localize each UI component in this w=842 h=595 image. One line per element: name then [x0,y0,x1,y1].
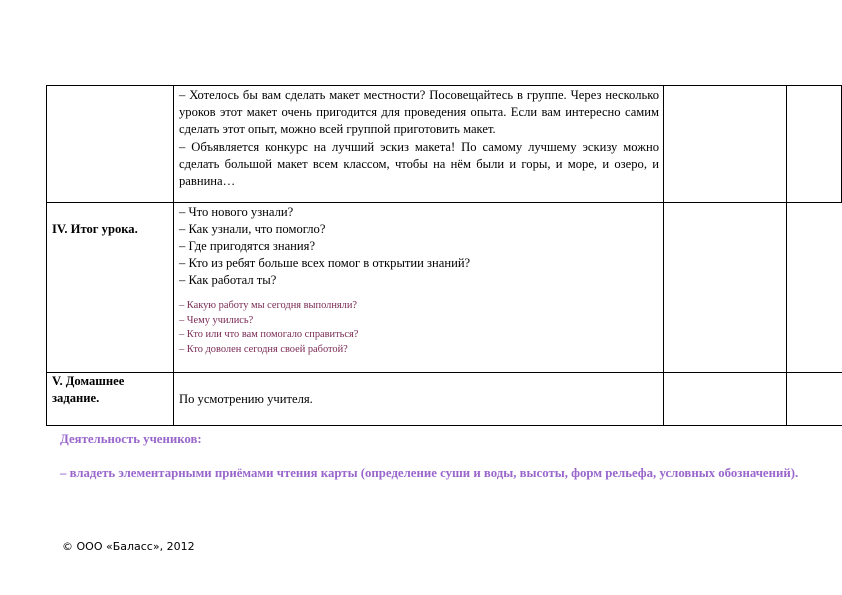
list-item: – Кто доволен сегодня своей работой? [179,343,348,355]
stage-cell [47,203,174,373]
lesson-plan-table [46,85,842,426]
reflection-block [174,203,663,357]
copyright-footer: © ООО «Баласс», 2012 [62,540,195,553]
student-activity [60,431,800,482]
activity-heading: Деятельность учеников: [60,432,202,446]
list-item: – Где пригодятся знания? [179,239,316,253]
list-item: – Как работал ты? [179,273,277,287]
empty-cell [787,86,842,203]
stage-label: V. Домашнее задание. [52,374,125,405]
stage-cell [47,373,174,426]
list-item: – Какую работу мы сегодня выполняли? [179,300,358,311]
content-cell [174,86,664,203]
stage-label: IV. Итог урока. [52,222,138,236]
list-item: – Что нового узнали? [179,205,294,219]
table-row [47,86,842,203]
empty-cell [664,373,787,426]
empty-cell [664,86,787,203]
content-cell [174,373,664,426]
stage-cell [47,86,174,203]
list-item: – Кто из ребят больше всех помог в открытии знаний? [179,256,471,270]
homework-text: По усмотрению учителя. [179,392,313,406]
paragraph-model: – Хотелось бы вам сделать макет местности? Посовещайтесь в группе. Через несколько уроков этот макет очень пригодится для проведения опыта. Если вам интересно самим сделать этот опыт, можно всей группой приготовить макет. [179,88,659,136]
paragraph-contest: – Объявляется конкурс на лучший эскиз макета! По самому лучшему эскизу можно сделать большой макет всем классом, чтобы на нём были и горы, и море, и озеро, и равнина… [179,140,659,188]
list-item: – Кто или что вам помогало справиться? [179,329,359,340]
list-item: – Чему учились? [179,314,254,326]
empty-cell [664,203,787,373]
empty-cell [787,373,842,426]
content-cell [174,203,664,373]
list-item: – Как узнали, что помогло? [179,222,326,236]
reflection-questions [179,204,659,289]
activity-item: – владеть элементарными приёмами чтения карты (определение суши и воды, высоты, форм рельефа, условных обозначений). [60,466,799,480]
table-row [47,203,842,373]
table-row [47,373,842,426]
empty-cell [787,203,842,373]
auxiliary-questions [179,299,659,357]
